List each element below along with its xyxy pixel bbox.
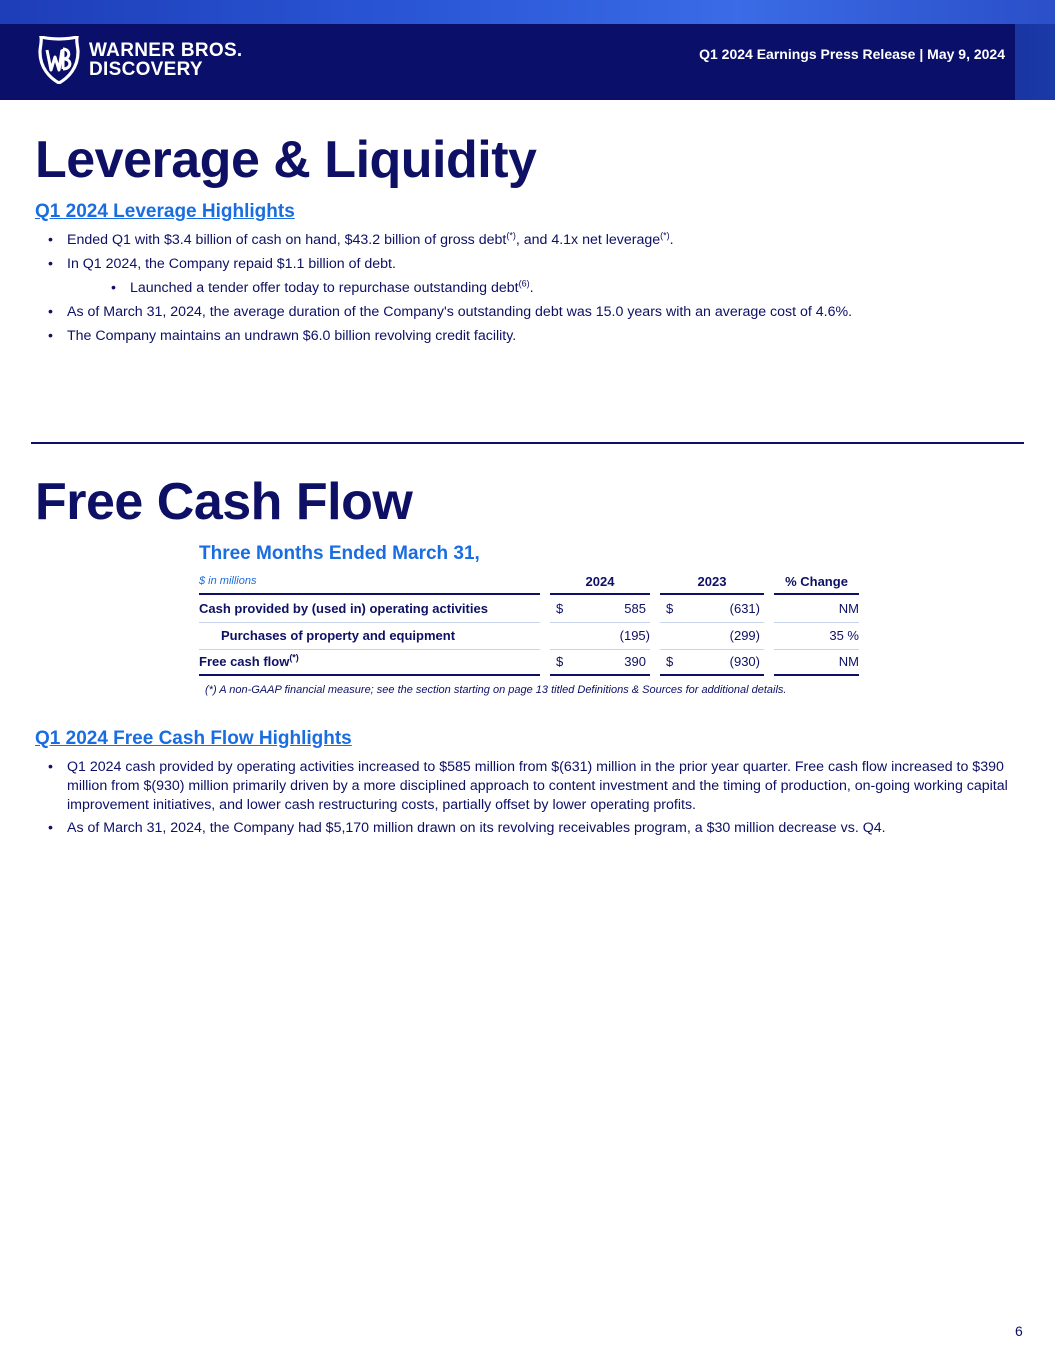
- list-item: • The Company maintains an undrawn $6.0 billion revolving credit facility.: [35, 327, 1025, 346]
- list-item: • Launched a tender offer today to repurchase outstanding debt$^{(6)}$.: [35, 279, 1025, 298]
- fcf-bullets: [35, 758, 1020, 843]
- wbd-logo: [37, 36, 243, 84]
- table-header-row: [199, 569, 859, 594]
- logo-wordmark: [89, 41, 243, 79]
- list-item: • As of March 31, 2024, the Company had $5,170 million drawn on its revolving receivables program, a $30 million decrease vs. Q4.: [35, 819, 1020, 838]
- list-item: • Q1 2024 cash provided by operating activities increased to $585 million from $(631) million in the prior year quarter. Free cash flow increased to $390 million from $(930) million primarily driven by a more disciplined approach to content investment and the timing of production, on-going working capital improvement initiatives, and lower cash restructuring costs, partially offset by lower operating profits.: [35, 758, 1020, 815]
- col-change: % Change: [774, 569, 859, 594]
- leverage-bullets: [35, 231, 1025, 351]
- page-header: [0, 0, 1055, 100]
- section-divider: [31, 442, 1024, 444]
- table-row: Cash provided by (used in) operating activities $ 585 $ (631) NM: [199, 594, 859, 622]
- fcf-title: Free Cash Flow: [35, 473, 413, 531]
- leverage-subhead: Q1 2024 Leverage Highlights: [35, 201, 295, 222]
- fcf-footnote: (*) A non-GAAP financial measure; see the section starting on page 13 titled Definitions & Sources for additional details.: [205, 684, 787, 696]
- logo-line-2: DISCOVERY: [89, 59, 203, 80]
- list-item: • In Q1 2024, the Company repaid $1.1 billion of debt.: [35, 255, 1025, 274]
- header-gradient-band: [0, 0, 1055, 24]
- table-row: Purchases of property and equipment (195) (299) 35 %: [199, 622, 859, 649]
- fcf-table-title: Three Months Ended March 31,: [199, 543, 480, 564]
- logo-line-1: WARNER BROS.: [89, 40, 243, 61]
- list-item: • As of March 31, 2024, the average duration of the Company's outstanding debt was 15.0 years with an average cost of 4.6%.: [35, 303, 1025, 322]
- unit-label: $ in millions: [199, 569, 540, 594]
- list-item: • Ended Q1 with $3.4 billion of cash on hand, $43.2 billion of gross debt(*), and 4.1x net leverage(*).: [35, 231, 1025, 250]
- table-row: Free cash flow(*) $ 390 $ (930) NM: [199, 649, 859, 675]
- col-2023: 2023: [660, 569, 764, 594]
- fcf-table: [199, 569, 859, 676]
- release-title: Q1 2024 Earnings Press Release | May 9, 2024: [699, 46, 1005, 62]
- fcf-subhead: Q1 2024 Free Cash Flow Highlights: [35, 728, 352, 749]
- wb-shield-icon: [37, 36, 81, 84]
- col-2024: 2024: [550, 569, 650, 594]
- leverage-title: Leverage & Liquidity: [35, 131, 537, 189]
- page-number: 6: [1015, 1323, 1023, 1339]
